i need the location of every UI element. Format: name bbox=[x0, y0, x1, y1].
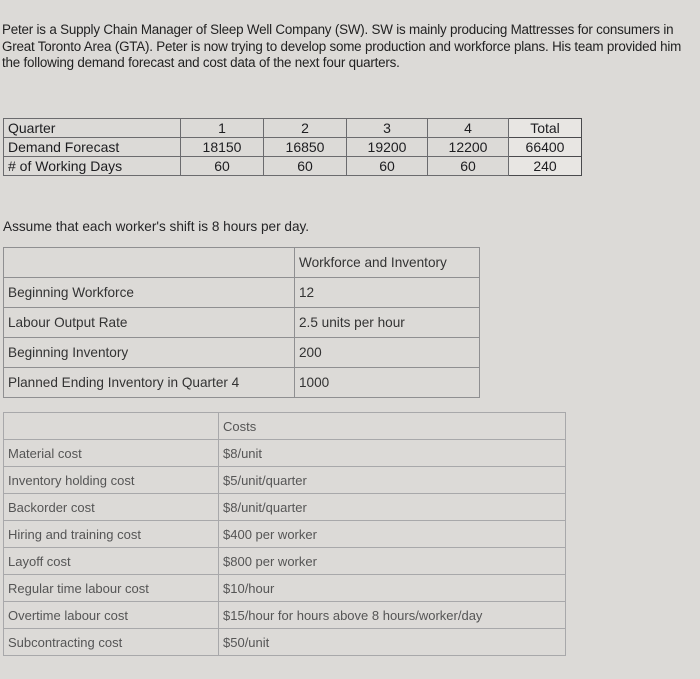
table-header-cell: 3 bbox=[347, 119, 428, 138]
table-cell: 60 bbox=[181, 157, 264, 176]
table-cell: 200 bbox=[295, 338, 480, 368]
table-cell: Beginning Inventory bbox=[4, 338, 295, 368]
table-cell: Backorder cost bbox=[4, 494, 219, 521]
table-header-cell: Costs bbox=[219, 413, 566, 440]
table-cell: Material cost bbox=[4, 440, 219, 467]
table-cell: $8/unit/quarter bbox=[219, 494, 566, 521]
table-cell: $5/unit/quarter bbox=[219, 467, 566, 494]
table-row bbox=[4, 278, 480, 308]
table-cell: Demand Forecast bbox=[4, 138, 181, 157]
table-header-cell: 4 bbox=[428, 119, 509, 138]
table-row bbox=[4, 338, 480, 368]
table-header-row bbox=[4, 413, 566, 440]
shift-assumption-text: Assume that each worker's shift is 8 hours per day. bbox=[3, 219, 310, 234]
table-cell: Labour Output Rate bbox=[4, 308, 295, 338]
table-row bbox=[4, 521, 566, 548]
table-row bbox=[4, 308, 480, 338]
table-cell: $50/unit bbox=[219, 629, 566, 656]
workforce-inventory-table bbox=[3, 247, 480, 398]
table-cell: Layoff cost bbox=[4, 548, 219, 575]
table-cell: Beginning Workforce bbox=[4, 278, 295, 308]
problem-intro-text: Peter is a Supply Chain Manager of Sleep Well Company (SW). SW is mainly producing Mattresses for consumers in Great Toronto Area (GTA). Peter is now trying to develop some production and workforce plans. His team provided him the following demand forecast and cost data of the next four quarters. bbox=[2, 22, 682, 70]
table-cell: $15/hour for hours above 8 hours/worker/day bbox=[219, 602, 566, 629]
table-cell: 19200 bbox=[347, 138, 428, 157]
table-row bbox=[4, 602, 566, 629]
table-cell: 18150 bbox=[181, 138, 264, 157]
table-row bbox=[4, 467, 566, 494]
table-header-cell bbox=[4, 413, 219, 440]
table-header-cell: Quarter bbox=[4, 119, 181, 138]
table-cell: $10/hour bbox=[219, 575, 566, 602]
table-cell: Subcontracting cost bbox=[4, 629, 219, 656]
table-cell: 240 bbox=[509, 157, 582, 176]
table-cell: Hiring and training cost bbox=[4, 521, 219, 548]
table-row bbox=[4, 157, 582, 176]
table-row bbox=[4, 368, 480, 398]
table-cell: # of Working Days bbox=[4, 157, 181, 176]
table-header-cell: Total bbox=[509, 119, 582, 138]
table-cell: 60 bbox=[428, 157, 509, 176]
table-cell: 12 bbox=[295, 278, 480, 308]
table-cell: $8/unit bbox=[219, 440, 566, 467]
table-row bbox=[4, 494, 566, 521]
table-cell: Inventory holding cost bbox=[4, 467, 219, 494]
table-row bbox=[4, 575, 566, 602]
table-cell: 60 bbox=[347, 157, 428, 176]
table-row bbox=[4, 440, 566, 467]
table-row bbox=[4, 138, 582, 157]
table-row bbox=[4, 548, 566, 575]
table-cell: 16850 bbox=[264, 138, 347, 157]
table-cell: 1000 bbox=[295, 368, 480, 398]
table-header-row bbox=[4, 119, 582, 138]
cost-table bbox=[3, 412, 566, 656]
table-cell: Planned Ending Inventory in Quarter 4 bbox=[4, 368, 295, 398]
demand-forecast-table bbox=[3, 118, 582, 176]
table-cell: Overtime labour cost bbox=[4, 602, 219, 629]
table-header-cell: Workforce and Inventory bbox=[295, 248, 480, 278]
table-cell: 2.5 units per hour bbox=[295, 308, 480, 338]
table-cell: 60 bbox=[264, 157, 347, 176]
table-row bbox=[4, 629, 566, 656]
table-cell: 66400 bbox=[509, 138, 582, 157]
table-header-cell: 1 bbox=[181, 119, 264, 138]
table-header-cell: 2 bbox=[264, 119, 347, 138]
table-cell: Regular time labour cost bbox=[4, 575, 219, 602]
table-header-cell bbox=[4, 248, 295, 278]
table-header-row bbox=[4, 248, 480, 278]
table-cell: 12200 bbox=[428, 138, 509, 157]
table-cell: $800 per worker bbox=[219, 548, 566, 575]
table-cell: $400 per worker bbox=[219, 521, 566, 548]
